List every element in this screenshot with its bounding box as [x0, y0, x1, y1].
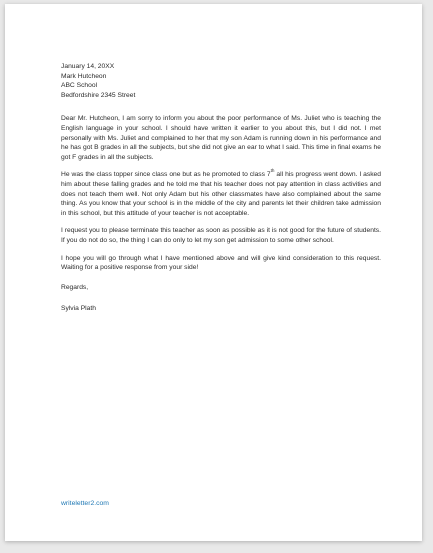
letter-paragraph-3: I request you to please terminate this teacher as soon as possible as it is not good for the future of students. If you do not do so, the thing I can do only to let my son get admission to some other school. [61, 227, 381, 244]
letter-date: January 14, 20XX [61, 63, 115, 70]
letter-signature: Sylvia Plath [61, 305, 96, 313]
letter-paragraph-1: Dear Mr. Hutcheon, I am sorry to inform you about the poor performance of Ms. Juliet who is teaching the English language in your school. I should have written it earlier to you about this, but I did not. I met personally with Ms. Juliet and complained to her that my son Adam is running down in his performance and he has got B grades in all the subjects, but she did not give an ear to what I said. This time in final exams he got F grades in all the subjects. [61, 115, 381, 161]
letter-content [61, 62, 381, 314]
paragraph-2-text-end: all his progress went down. I asked him about these falling grades and he told me that his teacher does not pay attention in class activities and does not teach them well. Not only Adam but his other classmates have also complained about the same thing. As you know that your school is in the middle of the city and parents let their children take admission in this school, but this attitude of your teacher is not acceptable. [61, 171, 381, 217]
address-block [61, 62, 381, 100]
letter-paragraph-4: I hope you will go through what I have mentioned above and will give kind consideration to this request. Waiting for a positive response from your side! [61, 254, 381, 272]
sender-address: Bedfordshire 2345 Street [61, 91, 136, 99]
letter-page [5, 4, 422, 541]
sender-school: ABC School [61, 82, 98, 90]
sender-name: Mark Hutcheon [61, 72, 107, 80]
letter-closing: Regards, [61, 283, 89, 291]
letter-paragraph-2 [61, 170, 381, 218]
ordinal-suffix: th [270, 168, 275, 174]
footer-website-link[interactable]: writeletter2.com [61, 500, 109, 507]
paragraph-2-text-start: He was the class topper since class one but as he promoted to class 7 [61, 171, 271, 179]
